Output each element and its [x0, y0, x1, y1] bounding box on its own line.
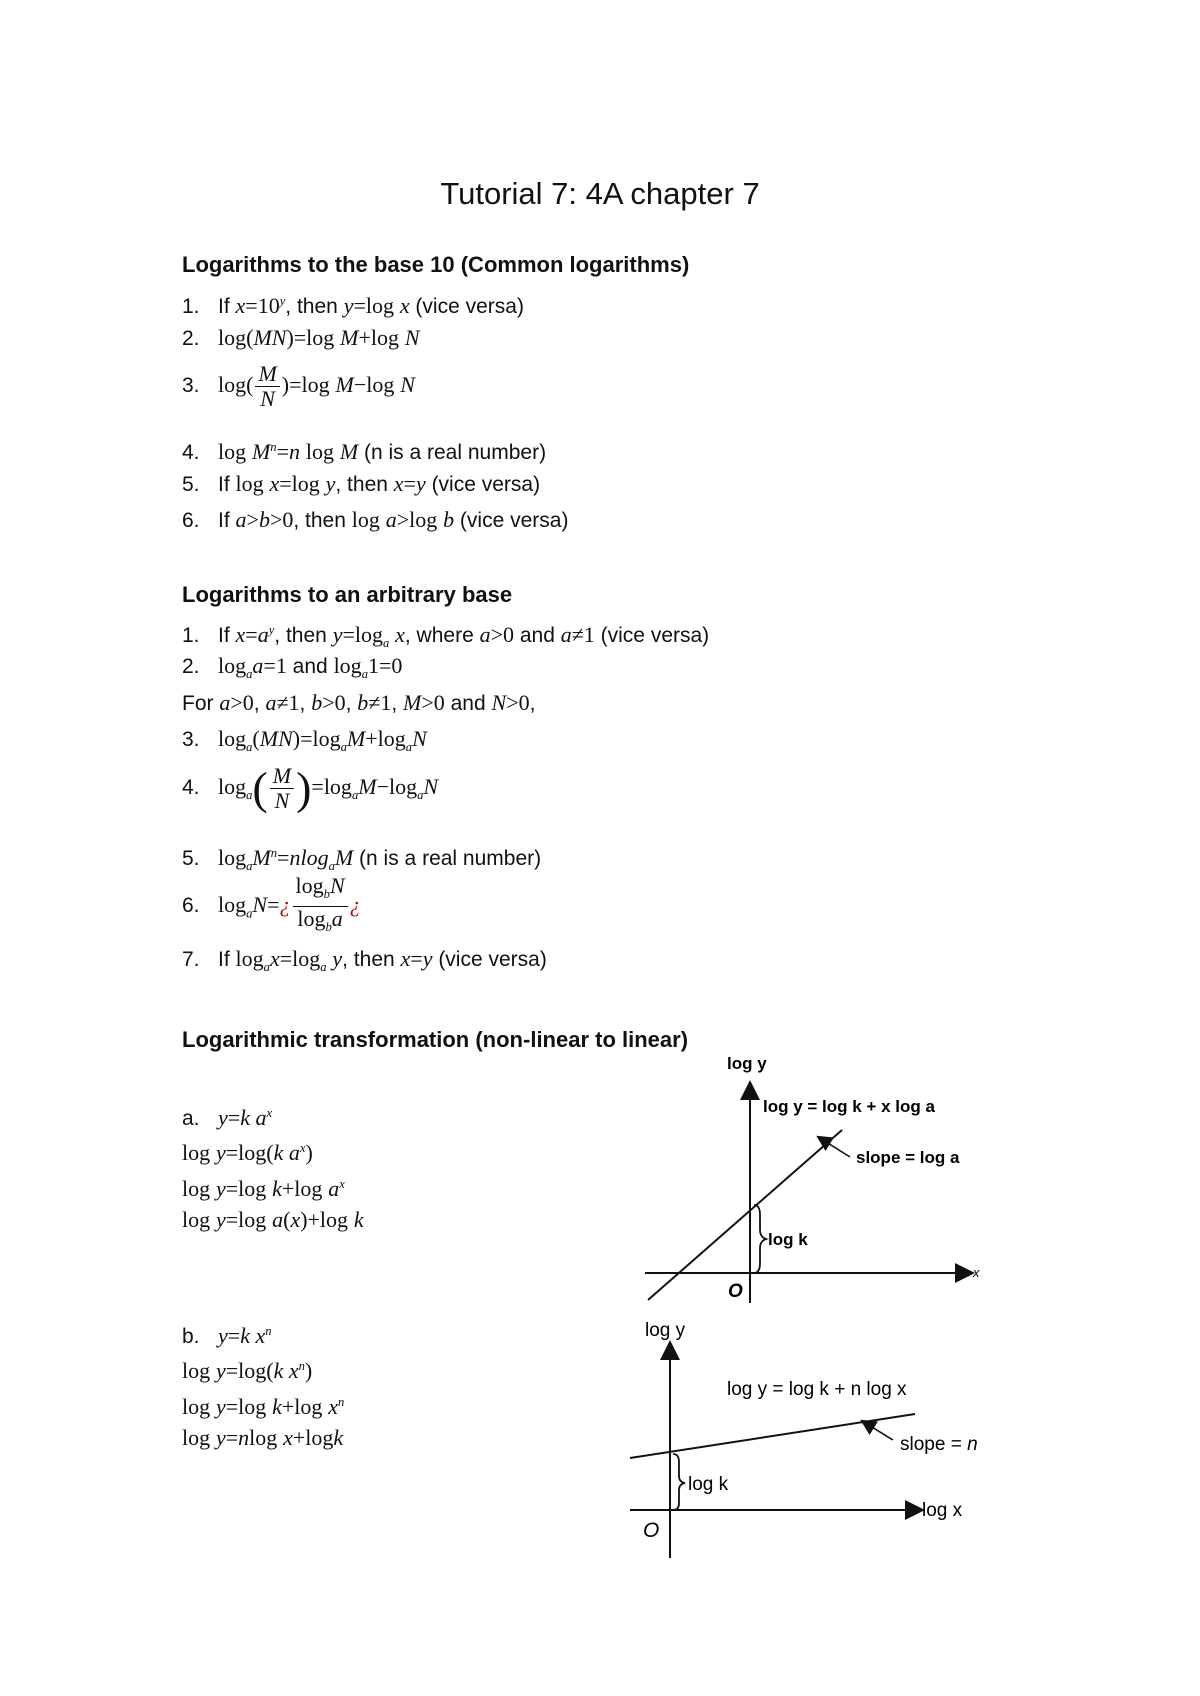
graph-b-origin-label: O	[643, 1519, 660, 1542]
arbitrary-log-rule-5: 5. $\log_aM^n=nlog_aM$ (n is a real number)	[182, 845, 542, 874]
part-a-line-4: log y=log a(x)+log k	[182, 1207, 364, 1232]
section-heading-arbitrary-base: Logarithms to an arbitrary base	[182, 582, 513, 607]
graph-a-intercept-brace	[754, 1205, 766, 1273]
arbitrary-log-rule-6-change-of-base: 6. $\log_aN=¿$ $\frac{\log_bN}{\log_ba}$ ¿	[182, 873, 361, 935]
part-a-line-3: log y=log k+log $a^x$	[182, 1176, 345, 1201]
part-b-line-2: log y=log(k $x^n$)	[182, 1358, 313, 1383]
arbitrary-log-rule-2: 2. $\log_aa=1$ and $\log_a1=0$	[182, 653, 403, 682]
graph-b-slope-label: slope = n	[900, 1434, 978, 1455]
arbitrary-log-rule-7: 7. If $\log_ax=\log_a$ y, then x=y (vice versa)	[182, 946, 547, 975]
graph-a-line	[648, 1130, 842, 1300]
graph-b-intercept-label: log k	[688, 1474, 729, 1495]
section-heading-log-transformation: Logarithmic transformation (non-linear to linear)	[182, 1027, 689, 1052]
common-log-rule-2: 2. log(MN)=log M+log N	[182, 325, 420, 350]
part-b-line-3: log y=log k+log $x^n$	[182, 1394, 345, 1419]
page-title: Tutorial 7: 4A chapter 7	[440, 176, 760, 211]
part-b-line-1: b. y=k $x^n$	[182, 1323, 272, 1348]
arbitrary-log-rule-4: 4. $\log_a$( $\frac{M}{N}$ )$=\log_aM-\log_aN$	[182, 762, 439, 814]
graph-b-x-label: log x	[922, 1500, 963, 1521]
graph-a-slope-arrow	[823, 1140, 850, 1157]
graph-b-equation: log y = log k + n log x	[727, 1379, 907, 1400]
graph-a-origin-label: O	[728, 1281, 743, 1302]
common-log-rule-1: 1. If $x=10^y$, then y=log x (vice versa)	[182, 293, 524, 318]
common-log-rule-4: 4. $\log M^n=n$ log M (n is a real number)	[182, 439, 547, 464]
graph-b-power-linearised	[615, 1310, 1000, 1560]
common-log-rule-6: 6. If a>b>0, then log a>log b (vice versa)	[182, 507, 569, 532]
graph-a-equation: log y = log k + x log a	[763, 1097, 935, 1116]
graph-a-slope-label: slope = log a	[856, 1148, 960, 1167]
part-a-line-1: a. y=k $a^x$	[182, 1105, 273, 1130]
graph-b-y-label: log y	[645, 1320, 686, 1341]
graph-a-exponential-linearised	[630, 1045, 1000, 1310]
common-log-rule-3: 3. log( $\frac{M}{N}$ )=log M−log N	[182, 361, 415, 411]
arbitrary-log-rule-1: 1. If $x=a^y$, then $y=\log_a$ x, where a>0 and a≠1 (vice versa)	[182, 622, 710, 651]
graph-a-y-label: log y	[727, 1054, 767, 1073]
graph-b-slope-arrow	[867, 1424, 893, 1440]
graph-b-line	[630, 1414, 915, 1458]
part-a-line-2: log y=log(k $a^x$)	[182, 1140, 313, 1165]
arbitrary-log-rule-3: 3. $\log_a(MN)=\log_aM+\log_aN$	[182, 726, 427, 755]
part-b-line-4: log y=nlog x+logk	[182, 1425, 344, 1450]
graph-a-intercept-label: log k	[768, 1230, 808, 1249]
section-heading-common-logs: Logarithms to the base 10 (Common logarithms)	[182, 252, 690, 277]
graph-a-x-label: x	[973, 1265, 980, 1280]
arbitrary-log-conditions: For a>0, a≠1, b>0, b≠1, M>0 and N>0,	[182, 690, 536, 715]
graph-b-intercept-brace	[673, 1454, 685, 1510]
common-log-rule-5: 5. If log x=log y, then x=y (vice versa)	[182, 471, 541, 496]
